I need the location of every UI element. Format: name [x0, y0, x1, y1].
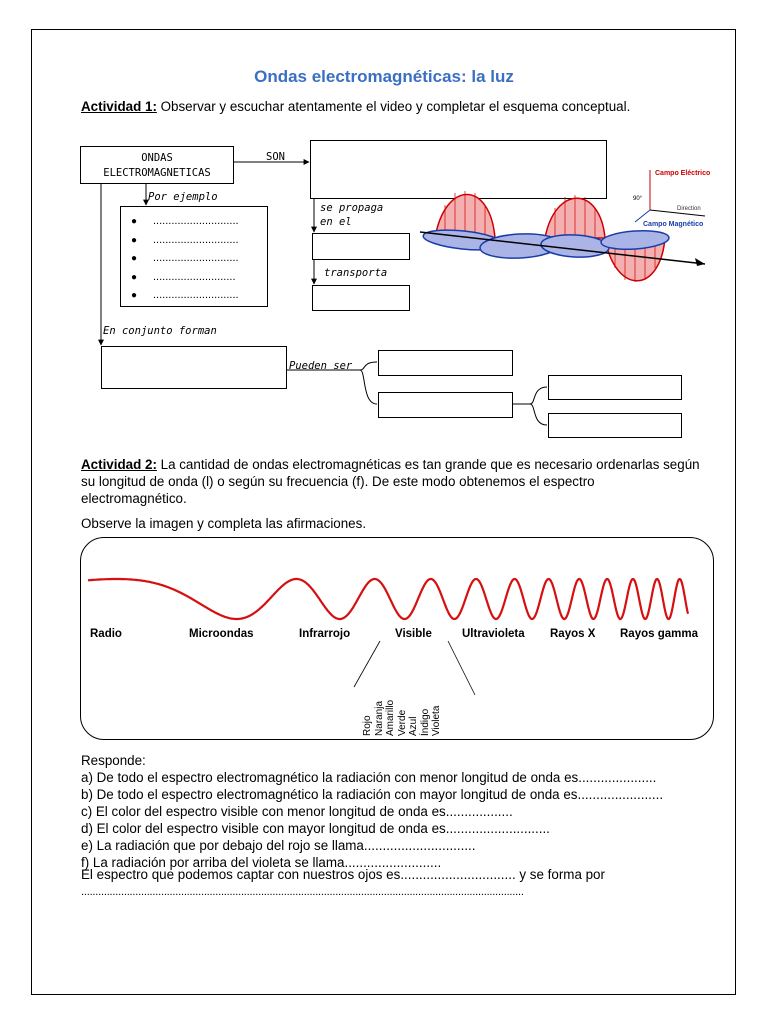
band-infrarrojo: Infrarrojo [299, 628, 351, 640]
color-label: Azul [408, 716, 419, 736]
question-f[interactable]: f) La radiación por arriba del violeta se llama.......................... [81, 855, 442, 870]
example-item[interactable]: ● ............................ [131, 215, 239, 227]
root-box-line-1: ONDAS [141, 152, 173, 164]
band-rayos-x: Rayos X [550, 628, 596, 640]
example-item[interactable]: ● ............................ [131, 252, 239, 264]
pueden-ser-label: Pueden ser [289, 360, 353, 372]
question-e[interactable]: e) La radiación que por debajo del rojo se llama.............................. [81, 838, 476, 853]
example-item[interactable]: ● ............................ [131, 233, 239, 246]
example-item[interactable]: ● ........................... [131, 270, 236, 283]
activity-1-text: Observar y escuchar atentamente el video y completar el esquema conceptual. [156, 99, 631, 114]
color-label: Índigo [419, 708, 431, 736]
en-conjunto-label: En conjunto forman [103, 325, 217, 337]
color-label: Verde [396, 709, 408, 736]
final-answer-dots[interactable]: ........................................................................................................................................................... [81, 886, 524, 898]
activity-2-text: La cantidad de ondas electromagnéticas es tan grande que es necesario ordenarlas según su longitud de onda (l) o según su frecuencia (f). De este modo obtenemos el espectro electromagnético. [81, 457, 700, 506]
color-label: Naranja [373, 700, 385, 736]
question-c[interactable]: c) El color del espectro visible con menor longitud de onda es.................. [81, 804, 513, 819]
band-visible: Visible [395, 628, 432, 640]
color-label: Rojo [362, 715, 373, 736]
se-propaga-label: se propaga en el [320, 202, 384, 228]
activity-1-label: Actividad 1: [81, 99, 157, 114]
em-wave-diagram [415, 160, 760, 300]
root-box-line-2: ELECTROMAGNETICAS [103, 167, 211, 179]
band-radio: Radio [90, 628, 122, 640]
question-b[interactable]: b) De todo el espectro electromagnético la radiación con mayor longitud de onda es....................... [81, 787, 664, 802]
final-question[interactable]: El espectro que podemos captar con nuestros ojos es............................... y se forma por [81, 867, 605, 882]
responde-heading: Responde: [81, 753, 146, 768]
color-label: Violeta [431, 705, 442, 736]
color-label: Amarillo [385, 699, 396, 736]
page-title: Ondas electromagnéticas: la luz [254, 67, 514, 86]
campo-magnetico-label: Campo Magnético [643, 221, 704, 228]
activity-2-label: Actividad 2: [81, 457, 157, 472]
example-item[interactable]: ● ............................ [131, 289, 239, 301]
activity-2 [81, 456, 701, 507]
campo-electrico-label: Campo Eléctrico [655, 170, 711, 177]
question-a[interactable]: a) De todo el espectro electromagnético la radiación con menor longitud de onda es..................... [81, 770, 657, 785]
observe-instruction: Observe la imagen y completa las afirmaciones. [81, 516, 367, 531]
son-label: SON [266, 151, 285, 163]
question-d[interactable]: d) El color del espectro visible con mayor longitud de onda es............................ [81, 821, 550, 836]
direction-label: Direction [677, 206, 701, 212]
band-microondas: Microondas [189, 628, 254, 640]
band-ultravioleta: Ultravioleta [462, 628, 525, 640]
angle-label: 90° [633, 196, 643, 202]
transporta-label: transporta [324, 267, 388, 279]
por-ejemplo-label: Por ejemplo [148, 191, 218, 203]
band-rayos-gamma: Rayos gamma [620, 628, 698, 640]
